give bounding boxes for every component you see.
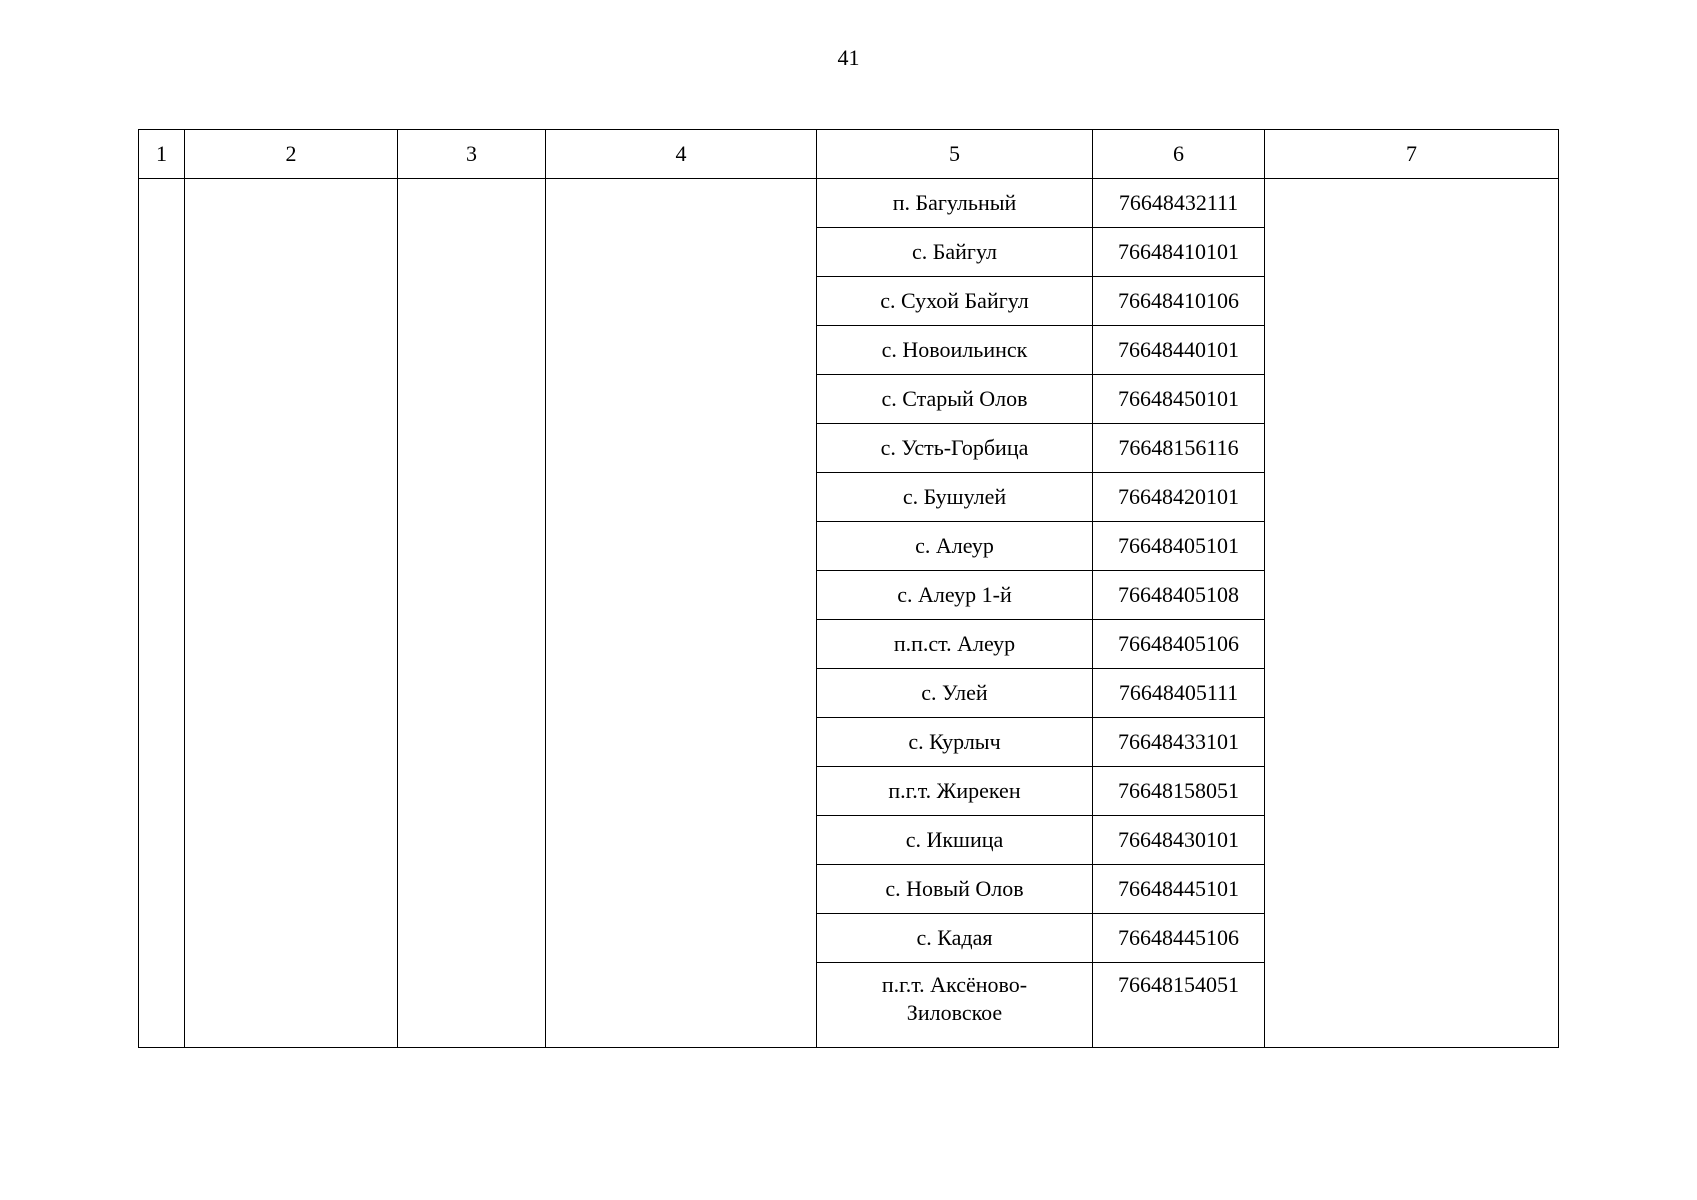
- oktmo-code-cell: 76648405108: [1093, 571, 1265, 620]
- oktmo-code-cell: 76648156116: [1093, 424, 1265, 473]
- settlement-name-cell: с. Алеур: [817, 522, 1093, 571]
- settlement-name-cell: с. Байгул: [817, 228, 1093, 277]
- oktmo-code-cell: 76648440101: [1093, 326, 1265, 375]
- column-2-cell: [185, 179, 398, 1048]
- settlement-name-cell: с. Улей: [817, 669, 1093, 718]
- oktmo-code-cell: 76648420101: [1093, 473, 1265, 522]
- settlement-name-cell: п.г.т. Аксёново-Зиловское: [817, 963, 1093, 1048]
- oktmo-code-cell: 76648445106: [1093, 914, 1265, 963]
- settlement-name-cell: с. Новый Олов: [817, 865, 1093, 914]
- column-header-2: 2: [185, 130, 398, 179]
- column-number-row: [139, 130, 1559, 179]
- column-header-4: 4: [546, 130, 817, 179]
- oktmo-code-cell: 76648405111: [1093, 669, 1265, 718]
- settlement-name-cell: с. Новоильинск: [817, 326, 1093, 375]
- column-header-5: 5: [817, 130, 1093, 179]
- oktmo-code-cell: 76648430101: [1093, 816, 1265, 865]
- oktmo-code-cell: 76648445101: [1093, 865, 1265, 914]
- settlements-table: [138, 129, 1559, 1048]
- column-header-3: 3: [398, 130, 546, 179]
- page-number: 41: [837, 45, 860, 70]
- settlement-name-cell: с. Старый Олов: [817, 375, 1093, 424]
- settlement-name-cell: п.п.ст. Алеур: [817, 620, 1093, 669]
- settlement-name-cell: с. Усть-Горбица: [817, 424, 1093, 473]
- oktmo-code-cell: 76648158051: [1093, 767, 1265, 816]
- oktmo-code-cell: 76648410106: [1093, 277, 1265, 326]
- column-header-6: 6: [1093, 130, 1265, 179]
- settlement-name-cell: п. Багульный: [817, 179, 1093, 228]
- column-3-cell: [398, 179, 546, 1048]
- settlement-name-cell: с. Курлыч: [817, 718, 1093, 767]
- column-header-1: 1: [139, 130, 185, 179]
- settlement-name-cell: с. Кадая: [817, 914, 1093, 963]
- column-4-cell: [546, 179, 817, 1048]
- oktmo-code-cell: 76648433101: [1093, 718, 1265, 767]
- settlement-name-cell: п.г.т. Жирекен: [817, 767, 1093, 816]
- oktmo-code-cell: 76648450101: [1093, 375, 1265, 424]
- column-header-7: 7: [1265, 130, 1559, 179]
- oktmo-code-cell: 76648405106: [1093, 620, 1265, 669]
- settlement-name-cell: с. Алеур 1-й: [817, 571, 1093, 620]
- column-1-cell: [139, 179, 185, 1048]
- settlement-name-cell: с. Икшица: [817, 816, 1093, 865]
- column-7-cell: [1265, 179, 1559, 1048]
- settlement-name-cell: с. Бушулей: [817, 473, 1093, 522]
- oktmo-code-cell: 76648154051: [1093, 963, 1265, 1048]
- settlement-name-cell: с. Сухой Байгул: [817, 277, 1093, 326]
- table-row: [139, 179, 1559, 228]
- oktmo-code-cell: 76648410101: [1093, 228, 1265, 277]
- oktmo-code-cell: 76648432111: [1093, 179, 1265, 228]
- oktmo-code-cell: 76648405101: [1093, 522, 1265, 571]
